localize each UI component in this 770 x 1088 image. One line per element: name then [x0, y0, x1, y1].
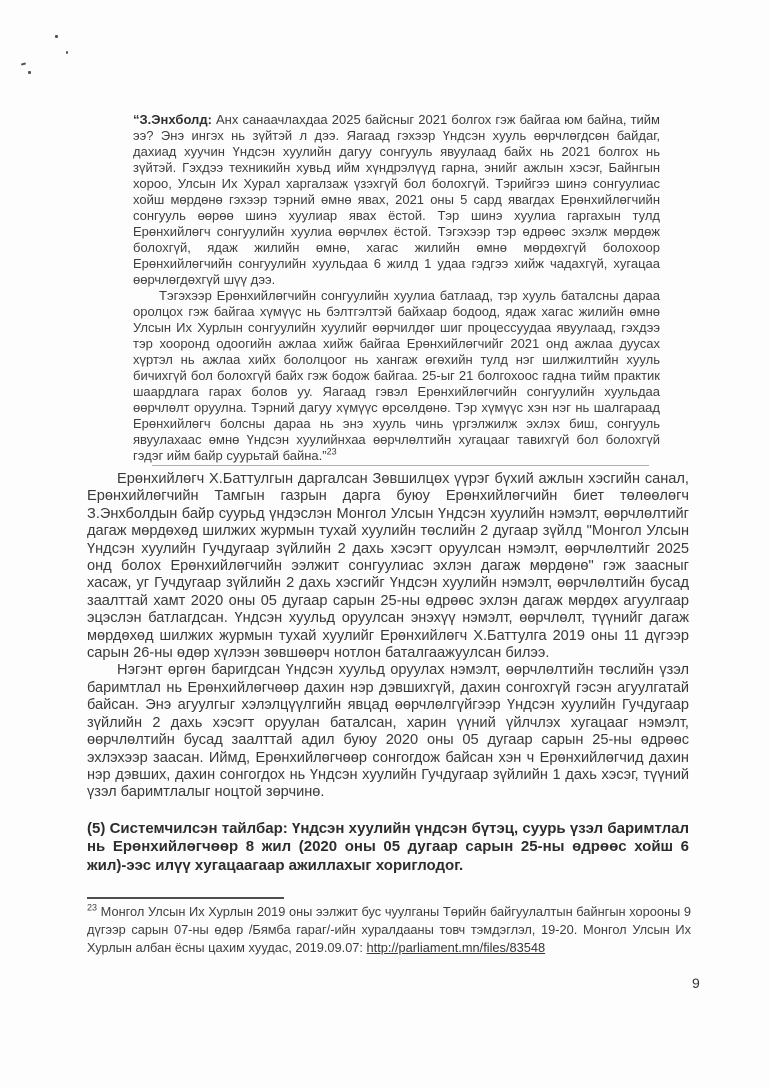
paragraph-2: Нэгэнт өргөн баригдсан Үндсэн хуульд оруулах нэмэлт, өөрчлөлтийн төслийн үзэл баримтлал нь Ерөнхийлөгчөөр дахин нэр дэвшихгүй, дахин сонгохгүй гэсэн агуулгатай байсан. Энэ агуулгыг хэлэлцүүлгийн явцад өөрчлөлгүйгээр Үндсэн хуулийн Гучдугаар зүйлийн 2 дахь хэсэгт оруулан баталсан, харин үүний үйлчлэх хугацааг нэмэлт, өөрчлөлтийн бусад заалттай адил буюу 2020 оны 05 дугаар сарын 25-ны өдрөөс эхлэхээр заасан. Иймд, Ерөнхийлөгчөөр сонгогдож байсан хэн ч Ерөнхийлөгчид дахин нэр дэвших, дахин сонгогдох нь Үндсэн хуулийн Гучдугаар зүйлийн 1 дахь хэсэг, түүний үзэл баримтлалыг ноцтой зөрчинө. [87, 662, 689, 801]
body-text [87, 471, 689, 876]
footnote-link[interactable]: http://parliament.mn/files/83548 [366, 940, 546, 955]
page-number: 9 [692, 975, 700, 991]
quote-text: Анх санаачлахдаа 2025 байсныг 2021 болгох гэж байгаа юм байна, тийм ээ? Энэ ингэх нь зүйтэй л дээ. Яагаад гэхээр Үндсэн хууль өөрчлөгдсөн байдаг, дахиад хуучин Үндсэн хуулийн дагуу сонгууль явуулаад байх нь 2021 болгох нь зүйтэй. Гэхдээ техникийн хувьд ийм хүндрэлүүд гарна, энийг ажлын хэсэг, Байнгын хороо, Улсын Их Хурал харгалзаж үзэхгүй бол болохгүй. Тэрийгээ шинэ сонгуулиас хойш мөрдөнө гэхээр тэрний өмнө явах, 2021 оны 5 сард явагдах Ерөнхийлөгчийн сонгууль өөрөө шинэ хуулиар явах ёстой. Тэр шинэ хуулиа гаргахын тулд Ерөнхийлөгч сонгуулийн хуулиа өөрчлөх ёстой. Тэгэхээр тэр өдрөөс эхэлж мөрдөж болохгүй, ядаж жилийн өмнө, хагас жилийн өмнө мөрдөхгүй болохоор Ерөнхийлөгчийн сонгуулийн хуульдаа 6 жилд 1 удаа гэдгээ хийж чадахгүй, хугацаа өөрчлөгдөхгүй шүү дээ. [133, 112, 660, 287]
quote-paragraph-2 [133, 288, 660, 464]
scan-speck [66, 51, 68, 54]
footnote [87, 903, 691, 957]
footnote-reference: 23 [326, 446, 337, 457]
block-quote [133, 112, 660, 464]
scan-speck [55, 35, 58, 38]
quote-text: Тэгэхээр Ерөнхийлөгчийн сонгуулийн хуулиа батлаад, тэр хууль баталсны дараа оролцох гэж байгаа хүмүүс нь бэлтгэлтэй байхаар бодоод, ядаж хагас жилийн өмнө Улсын Их Хурлын сонгуулийн хуулийг өөрчилдөг шиг процессуудаа явуулаад, гэхдээ тэр хооронд одоогийн ажлаа хийж байгаа Ерөнхийлөгчийг 2021 онд ажлаа дуусах хүртэл нь ажлаа хийх бололцоог нь хангаж өгөхийн тулд нэг шилжилтийн хууль бичихгүй бол болохгүй байх гэж бодож байгаа. 25-ыг 21 болгохоос гадна тийм практик шаардлага гарах болов уу. Яагаад гэвэл Ерөнхийлөгчийн сонгуулийн хуульдаа өөрчлөлт оруулна. Тэрний дагуу хүмүүс өрсөлдөнө. Тэр хүмүүс хэн нэг нь шалгараад Ерөнхийлөгч болсны дараа нь энэ хууль чинь үргэлжилж эхлэх биш, сонгууль явуулахаас өмнө Үндсэн хуулийнхаа өөрчлөлтийн хугацааг тавихгүй бол болохгүй гэдэг ийм байр суурьтай байна.” [133, 288, 660, 463]
footnote-separator [87, 897, 284, 899]
scan-speck [28, 71, 31, 74]
footnote-marker: 23 [87, 902, 98, 913]
quote-paragraph-1 [133, 112, 660, 288]
quote-speaker: “З.Энхболд: [133, 112, 212, 127]
scan-speck [21, 62, 26, 65]
systematic-note-paragraph: (5) Системчилсэн тайлбар: Үндсэн хуулийн үндсэн бүтэц, суурь үзэл баримтлал нь Ерөнхийлөгчөөр 8 жил (2020 оны 05 дугаар сарын 25-ны өдрөөс хойш 6 жил)-ээс илүү хугацаагаар ажиллахыг хориглодог. [87, 819, 689, 874]
scan-artifact-line [152, 465, 649, 466]
footnote-text: Монгол Улсын Их Хурлын 2019 оны ээлжит бус чуулганы Төрийн байгуулалтын байнгын хорооны 9 дүгээр сарын 07-ны өдөр /Бямба гараг/-ийн хуралдааны товч тэмдэглэл, 19-20. Монгол Улсын Их Хурлын албан ёсны цахим хуудас, 2019.09.07: [87, 904, 691, 955]
paragraph-1: Ерөнхийлөгч Х.Баттулгын даргалсан Зөвшилцөх үүрэг бүхий ажлын хэсгийн санал, Ерөнхийлөгчийн Тамгын газрын дарга буюу Ерөнхийлөгчийн биет төлөөлөгч З.Энхболдын байр суурьд үндэслэн Монгол Улсын Үндсэн хуулийн нэмэлт, өөрчлөлтийг дагаж мөрдөхөд шилжих журмын тухай хуулийн төслийн 2 дугаар зүйлд "Монгол Улсын Үндсэн хуулийн Гучдугаар зүйлийн 2 дахь хэсэгт оруулсан нэмэлт, өөрчлөлтийг 2025 онд болох Ерөнхийлөгчийн ээлжит сонгуулиас эхлэн дагаж мөрдөнө" гэж заасныг хасаж, уг Гучдугаар зүйлийн 2 дахь хэсгийг Үндсэн хуулийн нэмэлт, өөрчлөлтийн бусад заалттай хамт 2020 оны 05 дугаар сарын 25-ны өдрөөс эхлэн дагаж мөрдөх агуулгаар эцэслэн батлагдсан. Үндсэн хуульд оруулсан энэхүү нэмэлт, өөрчлөлт, түүнийг дагаж мөрдөхөд шилжих журмын тухай хуулийг Ерөнхийлөгч Х.Баттулга 2019 оны 11 дүгээр сарын 26-ны өдөр хүлээн зөвшөөрч нотлон баталгаажуулсан билээ. [87, 471, 689, 662]
